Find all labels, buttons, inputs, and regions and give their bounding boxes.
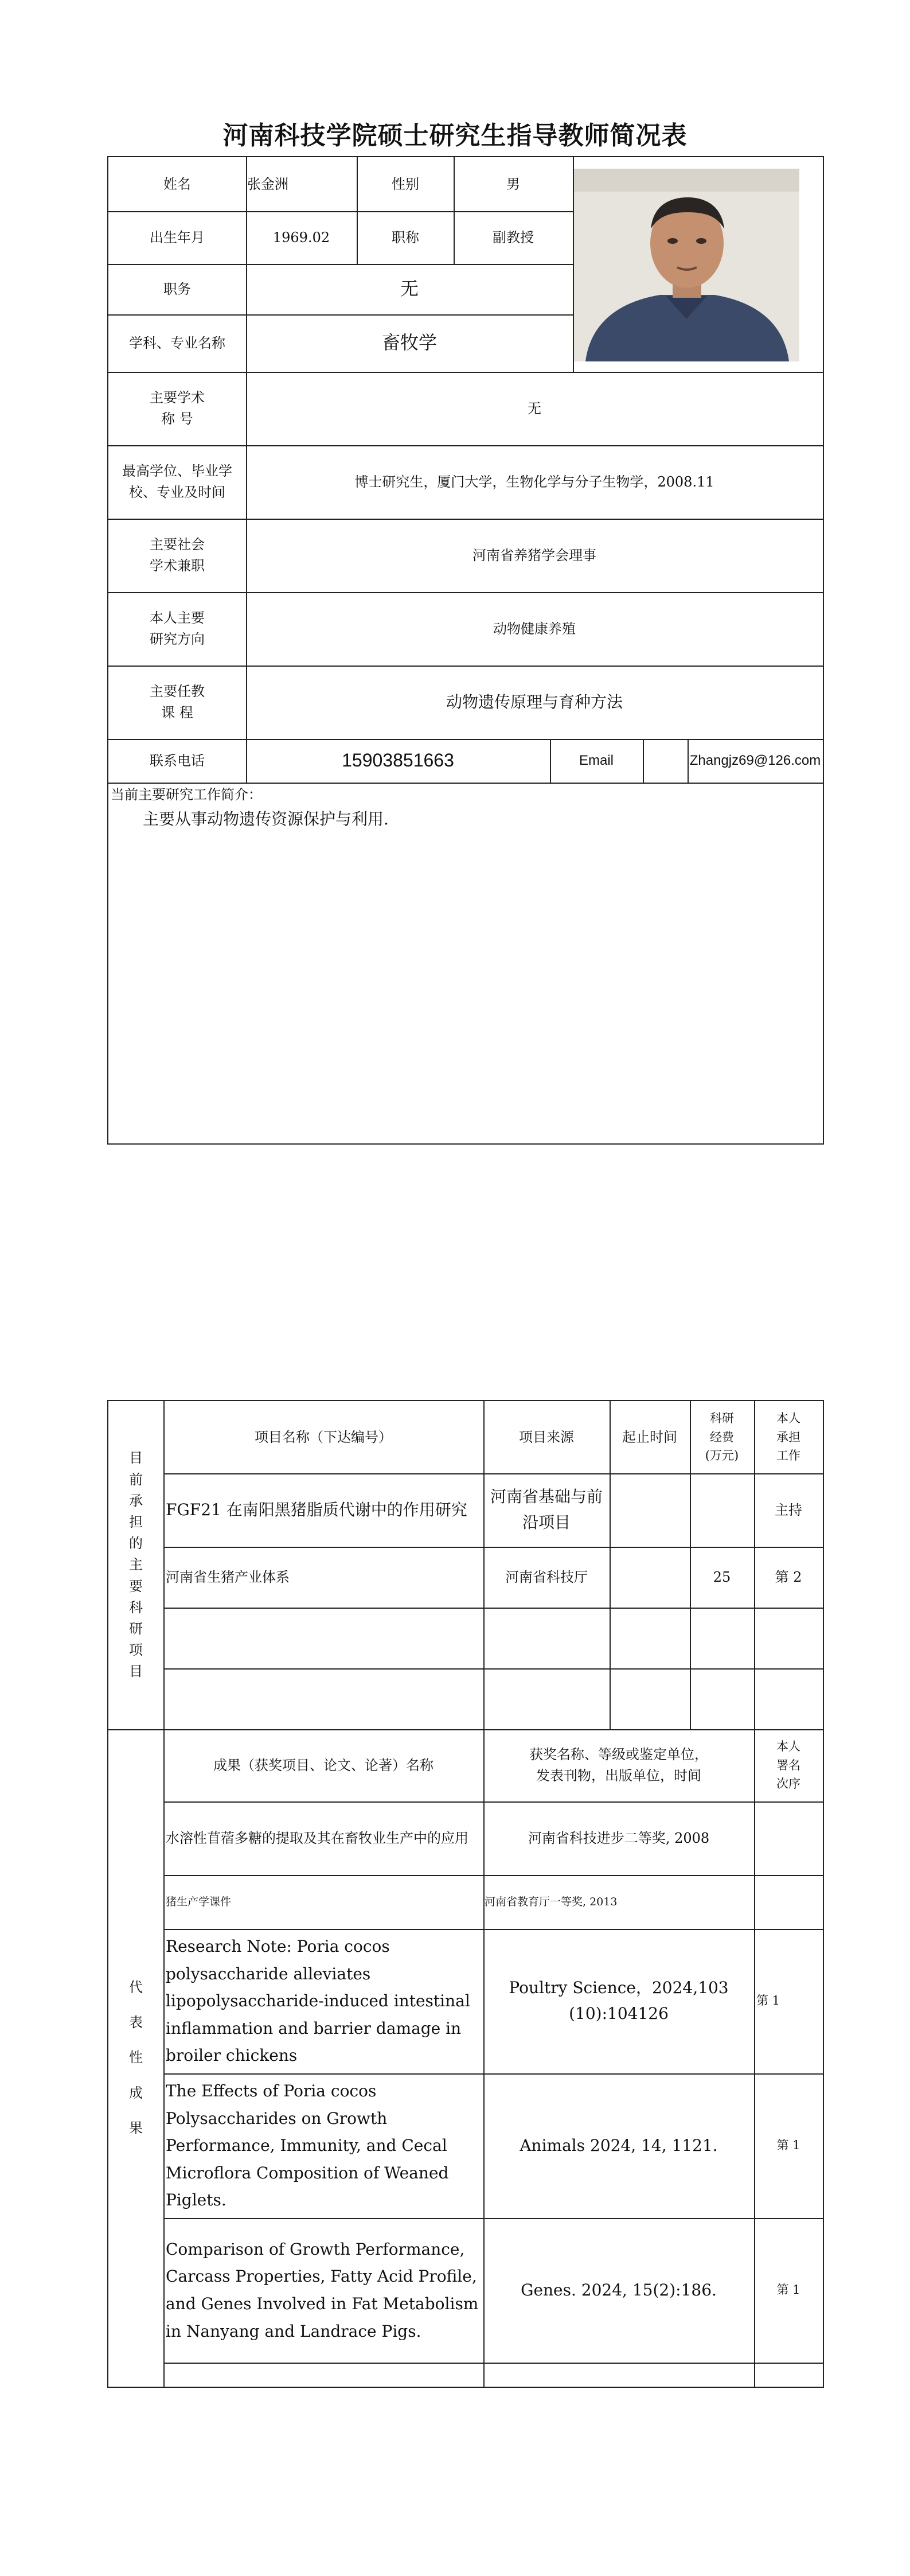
research-value: 动物健康养殖 bbox=[493, 620, 576, 637]
projects-label-char: 目 bbox=[129, 1450, 143, 1466]
honor-label-line2: 称 号 bbox=[161, 411, 193, 427]
achievements-label-char: 表 bbox=[129, 2014, 143, 2031]
degree-label-line1: 最高学位、毕业学 bbox=[122, 462, 232, 479]
course-value: 动物遗传原理与育种方法 bbox=[446, 692, 623, 711]
name-value: 张金洲 bbox=[247, 176, 288, 192]
award-header-line: 发表刊物，出版单位，时间 bbox=[536, 1768, 701, 1784]
email-spacer bbox=[643, 739, 688, 783]
email-value: Zhangjz69@126.com bbox=[689, 752, 821, 768]
project-funds: 25 bbox=[713, 1569, 731, 1585]
project-period bbox=[610, 1547, 690, 1608]
award-header-line: 获奖名称、等级或鉴定单位， bbox=[529, 1746, 708, 1762]
achievement-award: Genes. 2024, 15(2):186. bbox=[521, 2280, 717, 2299]
gender-label: 性别 bbox=[392, 176, 419, 192]
projects-header-funds bbox=[690, 1401, 754, 1473]
projects-label-char: 研 bbox=[129, 1620, 143, 1637]
order-line: 署名 bbox=[776, 1758, 800, 1772]
role-line: 承担 bbox=[776, 1430, 800, 1444]
table-row: Research Note: Poria cocos polysaccharide alleviates lipopolysaccharide-induced intestinal inflammation and barrier damage in broiler chickens bbox=[166, 1937, 470, 2065]
social-value: 河南省养猪学会理事 bbox=[472, 547, 596, 563]
gender-value: 男 bbox=[506, 176, 520, 192]
table-row: FGF21 在南阳黑猪脂质代谢中的作用研究 bbox=[166, 1500, 467, 1519]
honor-label-line1: 主要学术 bbox=[150, 389, 205, 406]
degree-value: 博士研究生，厦门大学，生物化学与分子生物学，2008.11 bbox=[354, 473, 714, 490]
funds-line: (万元) bbox=[705, 1449, 739, 1463]
projects-achievements-table bbox=[107, 1400, 824, 2388]
birth-label: 出生年月 bbox=[150, 229, 205, 246]
projects-label-char: 的 bbox=[129, 1535, 143, 1552]
projects-header-period: 起止时间 bbox=[622, 1429, 677, 1445]
research-label-line1: 本人主要 bbox=[150, 609, 205, 626]
order-line: 本人 bbox=[776, 1740, 800, 1754]
phone-label: 联系电话 bbox=[150, 752, 205, 769]
birth-value: 1969.02 bbox=[272, 229, 330, 246]
projects-header-source: 项目来源 bbox=[519, 1429, 574, 1445]
honor-value: 无 bbox=[528, 400, 541, 417]
social-label-line2: 学术兼职 bbox=[150, 558, 205, 574]
post-label: 职务 bbox=[163, 281, 191, 297]
post-value: 无 bbox=[400, 278, 419, 300]
projects-label-char: 承 bbox=[129, 1492, 143, 1509]
discipline-value: 畜牧学 bbox=[381, 332, 437, 354]
achievements-label-char: 性 bbox=[129, 2049, 143, 2066]
title-value: 副教授 bbox=[493, 229, 534, 246]
projects-label-char: 要 bbox=[129, 1578, 143, 1594]
honor-label bbox=[108, 372, 246, 445]
projects-section-label bbox=[108, 1401, 163, 1729]
achievements-label-char: 成 bbox=[129, 2084, 143, 2101]
email-label: Email bbox=[579, 752, 614, 768]
role-line: 工作 bbox=[776, 1449, 800, 1463]
achievement-order: 第 1 bbox=[756, 1994, 780, 2008]
project-source: 河南省科技厅 bbox=[505, 1569, 588, 1585]
table-row: Comparison of Growth Performance, Carcass Properties, Fatty Acid Profile, and Genes Involved in Fat Metabolism in Nanyang and Landrace Pigs. bbox=[166, 2239, 479, 2341]
table-row: The Effects of Poria cocos Polysaccharides on Growth Performance, Immunity, and Cecal Microflora Composition of Weaned Piglets. bbox=[166, 2081, 449, 2210]
achievements-header-order bbox=[754, 1729, 823, 1801]
funds-line: 经费 bbox=[710, 1430, 734, 1444]
projects-header-name: 项目名称（下达编号） bbox=[255, 1429, 392, 1445]
projects-label-char: 主 bbox=[129, 1557, 143, 1573]
project-role: 第 2 bbox=[775, 1569, 802, 1585]
portrait-photo bbox=[574, 169, 799, 361]
role-line: 本人 bbox=[776, 1411, 800, 1426]
achievement-order: 第 1 bbox=[776, 2138, 800, 2153]
course-label-line1: 主要任教 bbox=[150, 683, 205, 699]
project-role: 主持 bbox=[775, 1501, 802, 1518]
projects-header-role bbox=[754, 1401, 823, 1473]
projects-label-char: 担 bbox=[129, 1514, 143, 1531]
course-label bbox=[108, 666, 246, 739]
project-funds bbox=[690, 1473, 754, 1547]
course-label-line2: 课 程 bbox=[161, 705, 193, 721]
social-label bbox=[108, 519, 246, 592]
profile-table bbox=[107, 156, 824, 1145]
achievement-award: 河南省教育厅一等奖, 2013 bbox=[485, 1895, 618, 1908]
social-label-line1: 主要社会 bbox=[150, 536, 205, 552]
achievement-award: Animals 2024, 14, 1121. bbox=[520, 2135, 718, 2155]
project-source: 河南省基础与前沿项目 bbox=[490, 1487, 603, 1532]
projects-label-char: 目 bbox=[129, 1663, 143, 1680]
projects-label-char: 科 bbox=[129, 1599, 143, 1616]
projects-label-char: 项 bbox=[129, 1642, 143, 1659]
achievement-award: 河南省科技进步二等奖, 2008 bbox=[528, 1830, 710, 1846]
achievements-header-award bbox=[483, 1729, 754, 1801]
achievements-label-char: 果 bbox=[129, 2119, 143, 2136]
table-row: 水溶性苜蓿多糖的提取及其在畜牧业生产中的应用 bbox=[166, 1830, 468, 1846]
achievement-order: 第 1 bbox=[776, 2283, 800, 2297]
table-row: 猪生产学课件 bbox=[166, 1895, 232, 1908]
phone-value: 15903851663 bbox=[342, 750, 454, 771]
achievements-label-char: 代 bbox=[129, 1979, 143, 1996]
discipline-label: 学科、专业名称 bbox=[129, 334, 225, 351]
name-label: 姓名 bbox=[163, 176, 191, 192]
work-value: 主要从事动物遗传资源保护与利用. bbox=[143, 809, 389, 828]
funds-line: 科研 bbox=[710, 1411, 734, 1426]
research-label bbox=[108, 592, 246, 666]
degree-label bbox=[108, 445, 246, 519]
work-label: 当前主要研究工作简介： bbox=[111, 786, 262, 803]
title-label: 职称 bbox=[392, 229, 419, 246]
order-line: 次序 bbox=[776, 1777, 800, 1791]
achievements-section-label bbox=[108, 1729, 163, 2387]
page-title: 河南科技学院硕士研究生指导教师简况表 bbox=[222, 121, 688, 150]
degree-label-line2: 校、专业及时间 bbox=[129, 484, 225, 500]
achievements-header-name: 成果（获奖项目、论文、论著）名称 bbox=[213, 1757, 433, 1773]
research-label-line2: 研究方向 bbox=[150, 631, 205, 647]
table-row: 河南省生猪产业体系 bbox=[166, 1569, 290, 1585]
project-period bbox=[610, 1473, 690, 1547]
projects-label-char: 前 bbox=[129, 1471, 143, 1488]
achievement-award: Poultry Science，2024,103 (10):104126 bbox=[509, 1978, 729, 2023]
